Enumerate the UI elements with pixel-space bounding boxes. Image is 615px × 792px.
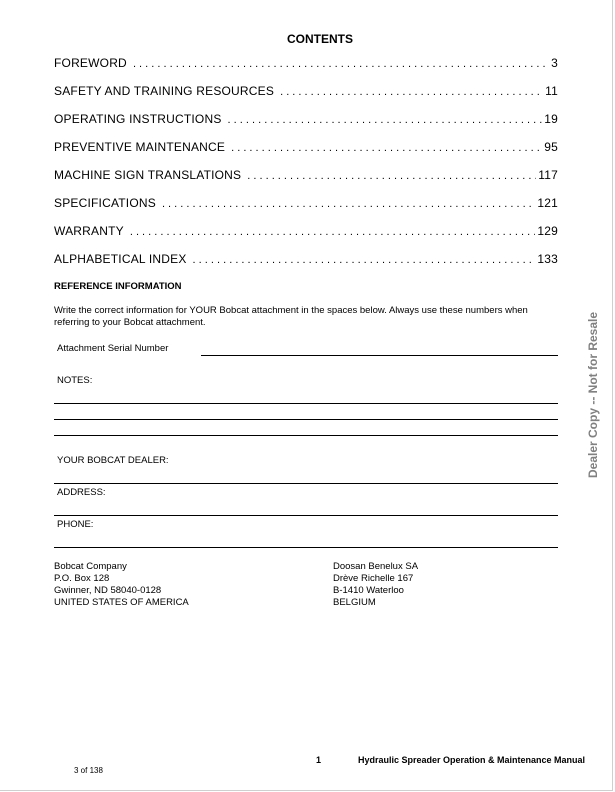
dealer-copy-watermark: Dealer Copy -- Not for Resale <box>586 311 600 479</box>
address-line-text: Doosan Benelux SA <box>333 561 419 572</box>
toc-entry-specifications[interactable] <box>54 196 558 224</box>
address-bobcat <box>54 561 189 609</box>
address-line-text: P.O. Box 128 <box>54 573 110 584</box>
toc-label: SPECIFICATIONS <box>54 196 156 210</box>
address-line-text: Gwinner, ND 58040-0128 <box>54 585 162 596</box>
serial-number-field[interactable] <box>201 355 558 356</box>
toc-dot-leader <box>247 170 536 182</box>
address-line-text: Bobcat Company <box>54 561 127 572</box>
toc-entry-sign-translations[interactable] <box>54 168 558 196</box>
toc-dot-leader <box>193 254 536 266</box>
toc-label: PREVENTIVE MAINTENANCE <box>54 140 226 154</box>
toc-entry-safety[interactable] <box>54 84 558 112</box>
dealer-line[interactable] <box>54 483 558 484</box>
toc-page-number: 3 <box>551 56 558 70</box>
toc-dot-leader <box>133 58 549 70</box>
address-line-text: BELGIUM <box>333 597 376 608</box>
toc-page-number: 129 <box>537 224 558 238</box>
toc-label: MACHINE SIGN TRANSLATIONS <box>54 168 242 182</box>
toc-entry-index[interactable] <box>54 252 558 280</box>
toc-label: SAFETY AND TRAINING RESOURCES <box>54 84 275 98</box>
address-line-text: Drève Richelle 167 <box>333 573 414 584</box>
page-count: 3 of 138 <box>74 766 103 775</box>
toc-dot-leader <box>231 142 542 154</box>
toc-label: ALPHABETICAL INDEX <box>54 252 187 266</box>
toc-page-number: 11 <box>545 84 558 98</box>
notes-label: NOTES: <box>57 375 93 386</box>
address-label: ADDRESS: <box>57 487 106 498</box>
toc-dot-leader <box>280 86 543 98</box>
notes-line[interactable] <box>54 403 558 404</box>
toc-entry-foreword[interactable] <box>54 56 558 84</box>
serial-number-label: Attachment Serial Number <box>57 343 169 354</box>
toc-dot-leader <box>130 226 536 238</box>
toc-page-number: 117 <box>538 168 558 182</box>
address-doosan <box>333 561 418 609</box>
notes-line[interactable] <box>54 419 558 420</box>
toc-entry-warranty[interactable] <box>54 224 558 252</box>
footer-manual-title: Hydraulic Spreader Operation & Maintenance Manual <box>358 755 586 765</box>
notes-line[interactable] <box>54 435 558 436</box>
toc-label: WARRANTY <box>54 224 124 238</box>
address-line[interactable] <box>54 515 558 516</box>
dealer-label: YOUR BOBCAT DEALER: <box>57 455 169 466</box>
phone-line[interactable] <box>54 547 558 548</box>
reference-heading: REFERENCE INFORMATION <box>54 281 182 292</box>
toc-label: FOREWORD <box>54 56 127 70</box>
toc-dot-leader <box>162 198 535 210</box>
toc-entry-operating[interactable] <box>54 112 558 140</box>
address-line-text: B-1410 Waterloo <box>333 585 404 596</box>
toc-dot-leader <box>228 114 543 126</box>
toc-label: OPERATING INSTRUCTIONS <box>54 112 222 126</box>
address-line-text: UNITED STATES OF AMERICA <box>54 597 189 608</box>
page-title: CONTENTS <box>287 32 353 46</box>
toc-page-number: 121 <box>537 196 558 210</box>
toc-page-number: 19 <box>544 112 558 126</box>
toc-entry-maintenance[interactable] <box>54 140 558 168</box>
footer-page-number: 1 <box>316 755 322 765</box>
toc-page-number: 133 <box>537 252 558 266</box>
table-of-contents <box>54 56 558 280</box>
reference-instructions: Write the correct information for YOUR Bobcat attachment in the spaces below. Always use these numbers when referring to your Bobcat attachment. <box>54 305 528 328</box>
toc-page-number: 95 <box>544 140 558 154</box>
phone-label: PHONE: <box>57 519 94 530</box>
